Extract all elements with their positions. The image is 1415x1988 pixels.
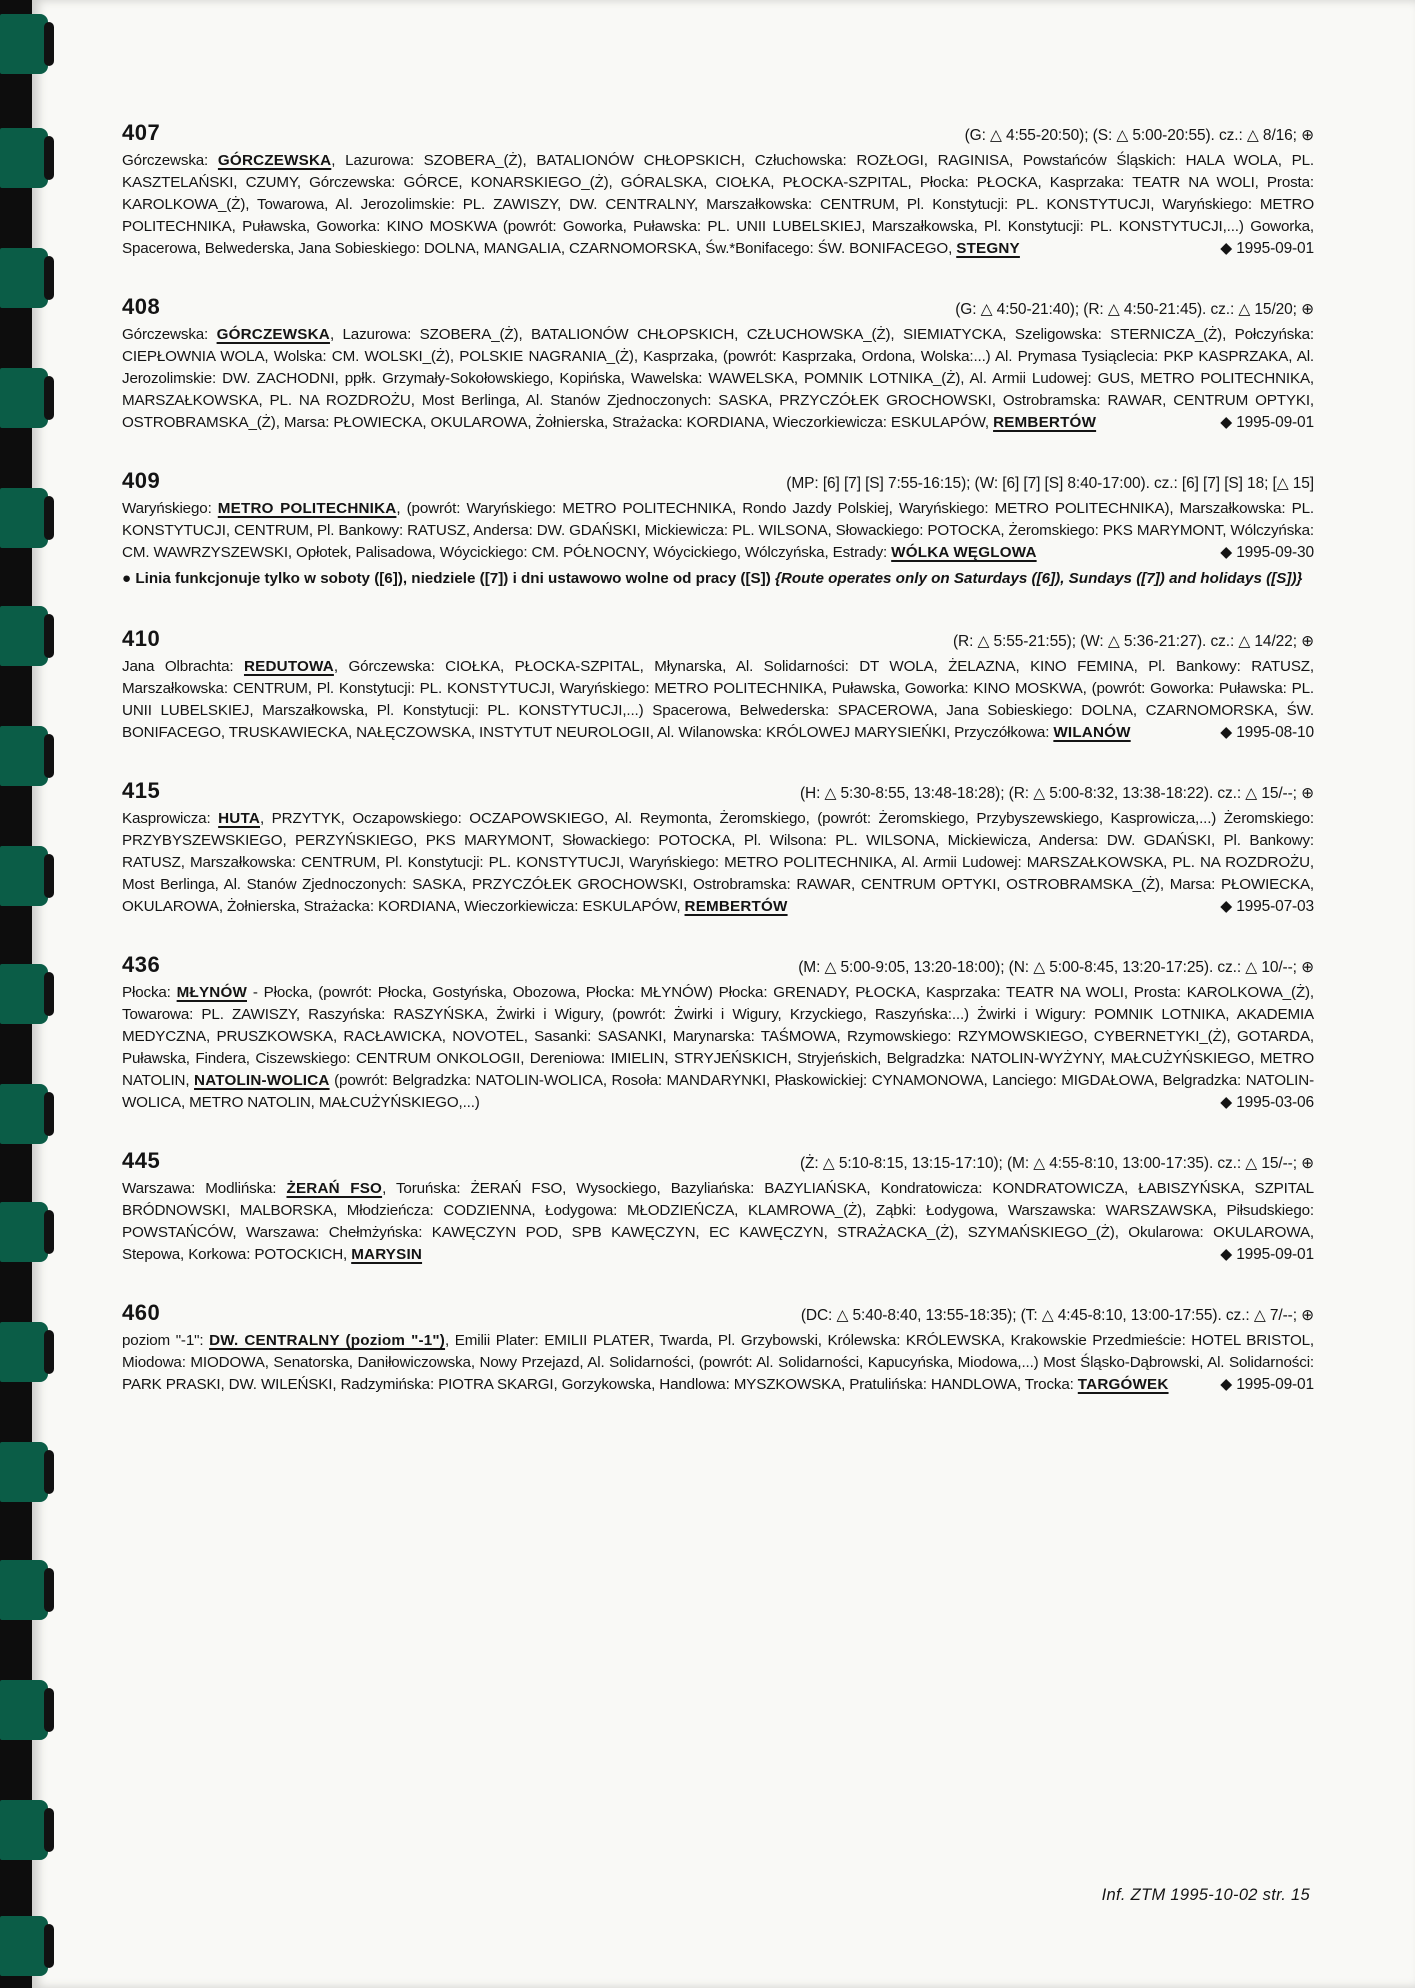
binder-ring [0,1916,48,1976]
route-start: Płocka: [122,984,177,1001]
end-terminus: REMBERTÓW [993,414,1097,431]
binder-ring [0,606,48,666]
route-entry-407 [122,120,1314,260]
route-number: 408 [122,294,161,319]
start-terminus: GÓRCZEWSKA [216,326,330,343]
end-terminus: STEGNY [956,240,1020,257]
start-terminus: ŻERAŃ FSO [286,1180,383,1197]
route-entry-460 [122,1300,1314,1396]
route-times: (M: △ 5:00-9:05, 13:20-18:00); (N: △ 5:00-8:45, 13:20-17:25). cz.: △ 10/--; ⊕ [798,959,1314,976]
route-start: Górczewska: [122,152,218,169]
route-stops: - Płocka, (powrót: Płocka, Gostyńska, Obozowa, Płocka: MŁYNÓW) Płocka: GRENADY, PŁOCKA, Kasprzaka: TEATR NA WOLI, Prosta: KAROLKOWA_(Ż), Towarowa: PL. ZAWISZY, Raszyńska: RASZYŃSKA, Żwirki i Wigury, (powrót: Żwirki i Wigury, Krzyckiego, Raszyńska:...) Żwirki i Wigury: POMNIK LOTNIKA, AKADEMIA MEDYCZNA, PRUSZKOWSKA, RACŁAWICKA, NOVOTEL, Sasanki: SASANKI, Marynarska: TAŚMOWA, Rzymowskiego: RZYMOWSKIEGO, CYBERNETYKI_(Ż), GOTARDA, Puławska, Findera, Ciszewskiego: CENTRUM ONKOLOGII, Dereniowa: IMIELIN, STRYJEŃSKICH, Stryjeńskich, Belgradzka: NATOLIN-WYŻYNY, MAŁCUŻYŃSKIEGO, METRO NATOLIN, [122,984,1314,1089]
effective-date: ◆ 1995-09-30 [1220,544,1314,561]
effective-date: ◆ 1995-09-01 [1220,414,1314,431]
binder-ring [0,964,48,1024]
effective-date: ◆ 1995-09-01 [1220,1376,1314,1393]
route-stops: , PRZYTYK, Oczapowskiego: OCZAPOWSKIEGO, Al. Reymonta, Żeromskiego, (powrót: Żeromskiego, Przybyszewskiego, Kasprowicza,...) Żeromskiego: PRZYBYSZEWSKIEGO, PERZYŃSKIEGO, PKS MARYMONT, Słowackiego: POTOCKA, Pl. Wilsona: PL. WILSONA, Mickiewicza, Andersa: DW. GDAŃSKI, Pl. Bankowy: RATUSZ, Marszałkowska: CENTRUM, Pl. Konstytucji: PL. KONSTYTUCJI, Waryńskiego: METRO POLITECHNIKA, Al. Armii Ludowej: MARSZAŁKOWSKA, PL. NA ROZDROŻU, Most Berlinga, Al. Stanów Zjednoczonych: SASKA, PRZYCZÓŁEK GROCHOWSKI, Ostrobramska: RAWAR, CENTRUM OPTYKI, OSTROBRAMSKA_(Ż), Marsa: PŁOWIECKA, OKULAROWA, Żołnierska, Strażacka: KORDIANA, Wieczorkiewicza: ESKULAPÓW, [122,810,1314,915]
route-times: (H: △ 5:30-8:55, 13:48-18:28); (R: △ 5:00-8:32, 13:38-18:22). cz.: △ 15/--; ⊕ [799,785,1314,802]
route-stops: , Górczewska: CIOŁKA, PŁOCKA-SZPITAL, Młynarska, Al. Solidarności: DT WOLA, ŻELAZNA, KINO FEMINA, Pl. Bankowy: RATUSZ, Marszałkowska: CENTRUM, Pl. Konstytucji: PL. KONSTYTUCJI, Waryńskiego: METRO POLITECHNIKA, Puławska, Goworka: KINO MOSKWA, (powrót: Goworka: Puławska: PL. UNII LUBELSKIEJ, Marszałkowska, Pl. Konstytucji: PL. KONSTYTUCJI,...) Spacerowa, Belwederska: SPACEROWA, Jana Sobieskiego: DOLNA, CZARNOMORSKA, ŚW. BONIFACEGO, TRUSKAWIECKA, NAŁĘCZOWSKA, INSTYTUT NEUROLOGII, Al. Wilanowska: KRÓLOWEJ MARYSIEŃKI, Przyczółkowa: [122,658,1314,741]
end-terminus: REMBERTÓW [684,898,788,915]
route-entry-445 [122,1148,1314,1266]
route-times: (Ż: △ 5:10-8:15, 13:15-17:10); (M: △ 4:55-8:10, 13:00-17:35). cz.: △ 15/--; ⊕ [799,1155,1314,1172]
route-entry-436 [122,952,1314,1114]
route-number: 410 [122,626,161,651]
binder-ring [0,14,48,74]
effective-date: ◆ 1995-07-03 [1220,898,1314,915]
end-terminus: MARYSIN [351,1246,423,1263]
route-entry-409 [122,468,1314,592]
route-stops: , Lazurowa: SZOBERA_(Ż), BATALIONÓW CHŁOPSKICH, Człuchowska: ROZŁOGI, RAGINISA, Powstańców Śląskich: HALA WOLA, PL. KASZTELAŃSKI, CZUMY, Górczewska: GÓRCE, KONARSKIEGO_(Ż), GÓRALSKA, CIOŁKA, PŁOCKA-SZPITAL, Płocka: PŁOCKA, Kasprzaka: TEATR NA WOLI, Prosta: KAROLKOWA_(Ż), Towarowa, Al. Jerozolimskie: PL. ZAWISZY, DW. CENTRALNY, Marszałkowska: CENTRUM, Pl. Konstytucji: PL. KONSTYTUCJI, Waryńskiego: METRO POLITECHNIKA, Puławska, Goworka: KINO MOSKWA (powrót: Goworka, Puławska: PL. UNII LUBELSKIEJ, Marszałkowska, Pl. Konstytucji: PL. KONSTYTUCJI,...) Goworka, Spacerowa, Belwederska, Jana Sobieskiego: DOLNA, MANGALIA, CZARNOMORSKA, Św.*Bonifacego: ŚW. BONIFACEGO, [122,152,1314,257]
binder-ring [0,846,48,906]
end-terminus: WILANÓW [1053,724,1131,741]
route-description [122,1330,1314,1396]
route-description [122,656,1314,744]
end-terminus: TARGÓWEK [1077,1376,1169,1393]
route-number: 415 [122,778,161,803]
route-times: (MP: [6] [7] [S] 7:55-16:15); (W: [6] [7] [S] 8:40-17:00). cz.: [6] [7] [S] 18; [△ 15] [786,475,1314,492]
note-english: {Route operates only on Saturdays ([6]), Sundays ([7]) and holidays ([S])} [775,570,1303,587]
route-stops: , Toruńska: ŻERAŃ FSO, Wysockiego, Bazyliańska: BAZYLIAŃSKA, Kondratowicza: KONDRATOWICZA, ŁABISZYŃSKA, SZPITAL BRÓDNOWSKI, MALBORSKA, Młodzieńcza: CODZIENNA, Łodygowa: MŁODZIEŃCZA, KLAMROWA_(Ż), Ząbki: Łodygowa, Warszawska: WARSZAWSKA, Piłsudskiego: POWSTAŃCÓW, Warszawa: Chełmżyńska: KAWĘCZYN POD, SPB KAWĘCZYN, EC KAWĘCZYN, STRAŻACKA_(Ż), SZYMAŃSKIEGO_(Ż), Okularowa: OKULAROWA, Stepowa, Korkowa: POTOCKICH, [122,1180,1314,1263]
route-description [122,982,1314,1114]
start-terminus: METRO POLITECHNIKA [217,500,397,517]
route-times: (DC: △ 5:40-8:40, 13:55-18:35); (T: △ 4:45-8:10, 13:00-17:55). cz.: △ 7/--; ⊕ [800,1307,1314,1324]
route-description [122,150,1314,260]
binder-ring [0,488,48,548]
binder-ring [0,1560,48,1620]
effective-date: ◆ 1995-08-10 [1220,724,1314,741]
route-stops: , Emilii Plater: EMILII PLATER, Twarda, Pl. Grzybowski, Królewska: KRÓLEWSKA, Krakowskie Przedmieście: HOTEL BRISTOL, Miodowa: MIODOWA, Senatorska, Daniłowiczowska, Nowy Przejazd, Al. Solidarności, (powrót: Al. Solidarności, Kapucyńska, Miodowa,...) Most Śląsko-Dąbrowski, Al. Solidarności: PARK PRASKI, DW. WILEŃSKI, Radzymińska: PIOTRA SKARGI, Gorzykowska, Handlowa: MYSZKOWSKA, Pratulińska: HANDLOWA, Trocka: [122,1332,1314,1393]
route-entry-410 [122,626,1314,744]
effective-date: ◆ 1995-03-06 [1220,1094,1314,1111]
note-polish: ● Linia funkcjonuje tylko w soboty ([6]), niedziele ([7]) i dni ustawowo wolne od pracy ([S]) [122,570,775,587]
binder-ring [0,1084,48,1144]
route-number: 445 [122,1148,161,1173]
route-description [122,324,1314,434]
route-times: (R: △ 5:55-21:55); (W: △ 5:36-21:27). cz.: △ 14/22; ⊕ [952,633,1314,650]
route-start: Górczewska: [122,326,217,343]
binder-ring [0,1442,48,1502]
start-terminus: MŁYNÓW [176,984,247,1001]
route-start: Warszawa: Modlińska: [122,1180,287,1197]
route-description [122,498,1314,564]
route-header [122,294,1314,324]
binder-ring [0,248,48,308]
route-times: (G: △ 4:50-21:40); (R: △ 4:50-21:45). cz.: △ 15/20; ⊕ [955,301,1314,318]
route-note [122,566,1314,592]
binder-ring [0,1322,48,1382]
route-return: (powrót: Belgradzka: NATOLIN-WOLICA, Rosoła: MANDARYNKI, Płaskowickiej: CYNAMONOWA, Lanciego: MIGDAŁOWA, Belgradzka: NATOLIN-WOLICA, METRO NATOLIN, MAŁCUŻYŃSKIEGO,...) [122,1072,1314,1111]
binder-ring [0,1800,48,1860]
binder-ring [0,368,48,428]
binder-ring [0,726,48,786]
page-footer: Inf. ZTM 1995-10-02 str. 15 [1101,1886,1310,1904]
route-times: (G: △ 4:55-20:50); (S: △ 5:00-20:55). cz.: △ 8/16; ⊕ [964,127,1314,144]
route-header [122,778,1314,808]
binder-ring [0,1680,48,1740]
route-description [122,808,1314,918]
route-header [122,120,1314,150]
binder-ring [0,1202,48,1262]
route-number: 460 [122,1300,161,1325]
route-header [122,1148,1314,1178]
route-header [122,626,1314,656]
route-number: 407 [122,120,161,145]
route-stops: , Lazurowa: SZOBERA_(Ż), BATALIONÓW CHŁOPSKICH, CZŁUCHOWSKA_(Ż), SIEMIATYCKA, Szeligowska: STERNICZA_(Ż), Połczyńska: CIEPŁOWNIA WOLA, Wolska: CM. WOLSKI_(Ż), POLSKIE NAGRANIA_(Ż), Kasprzaka, (powrót: Kasprzaka, Ordona, Wolska:...) Al. Prymasa Tysiąclecia: PKP KASPRZAKA, Al. Jerozolimskie: DW. ZACHODNI, ppłk. Grzymały-Sokołowskiego, Kopińska, Wawelska: WAWELSKA, POMNIK LOTNIKA_(Ż), Al. Armii Ludowej: GUS, METRO POLITECHNIKA, MARSZAŁKOWSKA, PL. NA ROZDROŻU, Most Berlinga, Al. Stanów Zjednoczonych: SASKA, PRZYCZÓŁEK GROCHOWSKI, Ostrobramska: RAWAR, CENTRUM OPTYKI, OSTROBRAMSKA_(Ż), Marsa: PŁOWIECKA, OKULAROWA, Żołnierska, Strażacka: KORDIANA, Wieczorkiewicza: ESKULAPÓW, [122,326,1314,431]
effective-date: ◆ 1995-09-01 [1220,1246,1314,1263]
route-entry-415 [122,778,1314,918]
route-header [122,1300,1314,1330]
route-header [122,468,1314,498]
start-terminus: DW. CENTRALNY (poziom "-1") [209,1332,446,1349]
start-terminus: HUTA [218,810,260,827]
binder-ring [0,128,48,188]
route-description [122,1178,1314,1266]
start-terminus: REDUTOWA [243,658,334,675]
route-start: poziom "-1": [122,1332,210,1349]
end-terminus: NATOLIN-WOLICA [194,1072,330,1089]
route-stops: , (powrót: Waryńskiego: METRO POLITECHNIKA, Rondo Jazdy Polskiej, Waryńskiego: METRO POLITECHNIKA), Marszałkowska: PL. KONSTYTUCJI, CENTRUM, Pl. Bankowy: RATUSZ, Andersa: DW. GDAŃSKI, Mickiewicza: PL. WILSONA, Słowackiego: POTOCKA, Żeromskiego: PKS MARYMONT, Wólczyńska: CM. WAWRZYSZEWSKI, Opłotek, Palisadowa, Wóycickiego: CM. PÓŁNOCNY, Wóycickiego, Wólczyńska, Estrady: [122,500,1314,561]
route-number: 409 [122,468,161,493]
route-start: Jana Olbrachta: [122,658,244,675]
route-start: Kasprowicza: [122,810,219,827]
end-terminus: WÓLKA WĘGLOWA [891,544,1037,561]
route-list [122,120,1314,1430]
route-header [122,952,1314,982]
route-number: 436 [122,952,161,977]
route-entry-408 [122,294,1314,434]
effective-date: ◆ 1995-09-01 [1220,240,1314,257]
route-start: Waryńskiego: [122,500,218,517]
start-terminus: GÓRCZEWSKA [217,152,332,169]
